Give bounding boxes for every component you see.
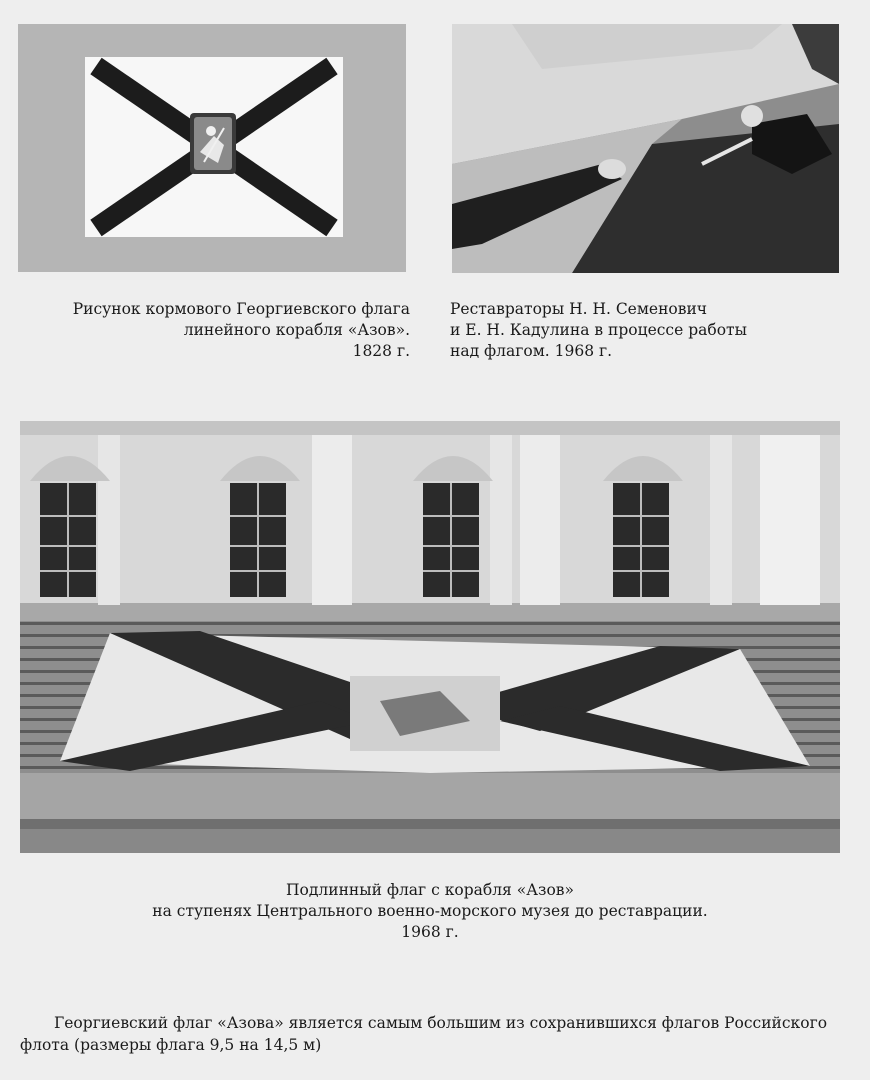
flag-drawing-caption bbox=[40, 299, 410, 362]
caption-line: линейного корабля «Азов». bbox=[183, 321, 410, 339]
caption-line: 1828 г. bbox=[352, 342, 410, 360]
museum-steps-illustration bbox=[20, 421, 840, 853]
coat-of-arms-icon bbox=[190, 113, 236, 174]
caption-line: Рисунок кормового Георгиевского флага bbox=[72, 300, 410, 318]
museum-steps-photo bbox=[20, 421, 840, 853]
museum-steps-caption bbox=[20, 880, 840, 943]
caption-line: Подлинный флаг с корабля «Азов» bbox=[286, 881, 574, 899]
caption-line: Реставраторы Н. Н. Семенович bbox=[450, 300, 708, 318]
st-george-flag-illustration bbox=[18, 24, 406, 272]
caption-line: 1968 г. bbox=[401, 923, 459, 941]
restorers-caption bbox=[450, 299, 840, 362]
paragraph-line: Георгиевский флаг «Азова» является самым большим из сохранившихся флагов Российского bbox=[54, 1014, 828, 1032]
restorers-photo-illustration bbox=[452, 24, 839, 273]
body-paragraph bbox=[20, 1012, 850, 1056]
caption-line: над флагом. 1968 г. bbox=[450, 342, 613, 360]
restorers-photo bbox=[452, 24, 839, 273]
flag-drawing-figure bbox=[18, 24, 406, 272]
caption-line: на ступенях Центрального военно-морского музея до реставрации. bbox=[152, 902, 708, 920]
paragraph-line: флота (размеры флага 9,5 на 14,5 м) bbox=[20, 1036, 322, 1054]
caption-line: и Е. Н. Кадулина в процессе работы bbox=[450, 321, 747, 339]
